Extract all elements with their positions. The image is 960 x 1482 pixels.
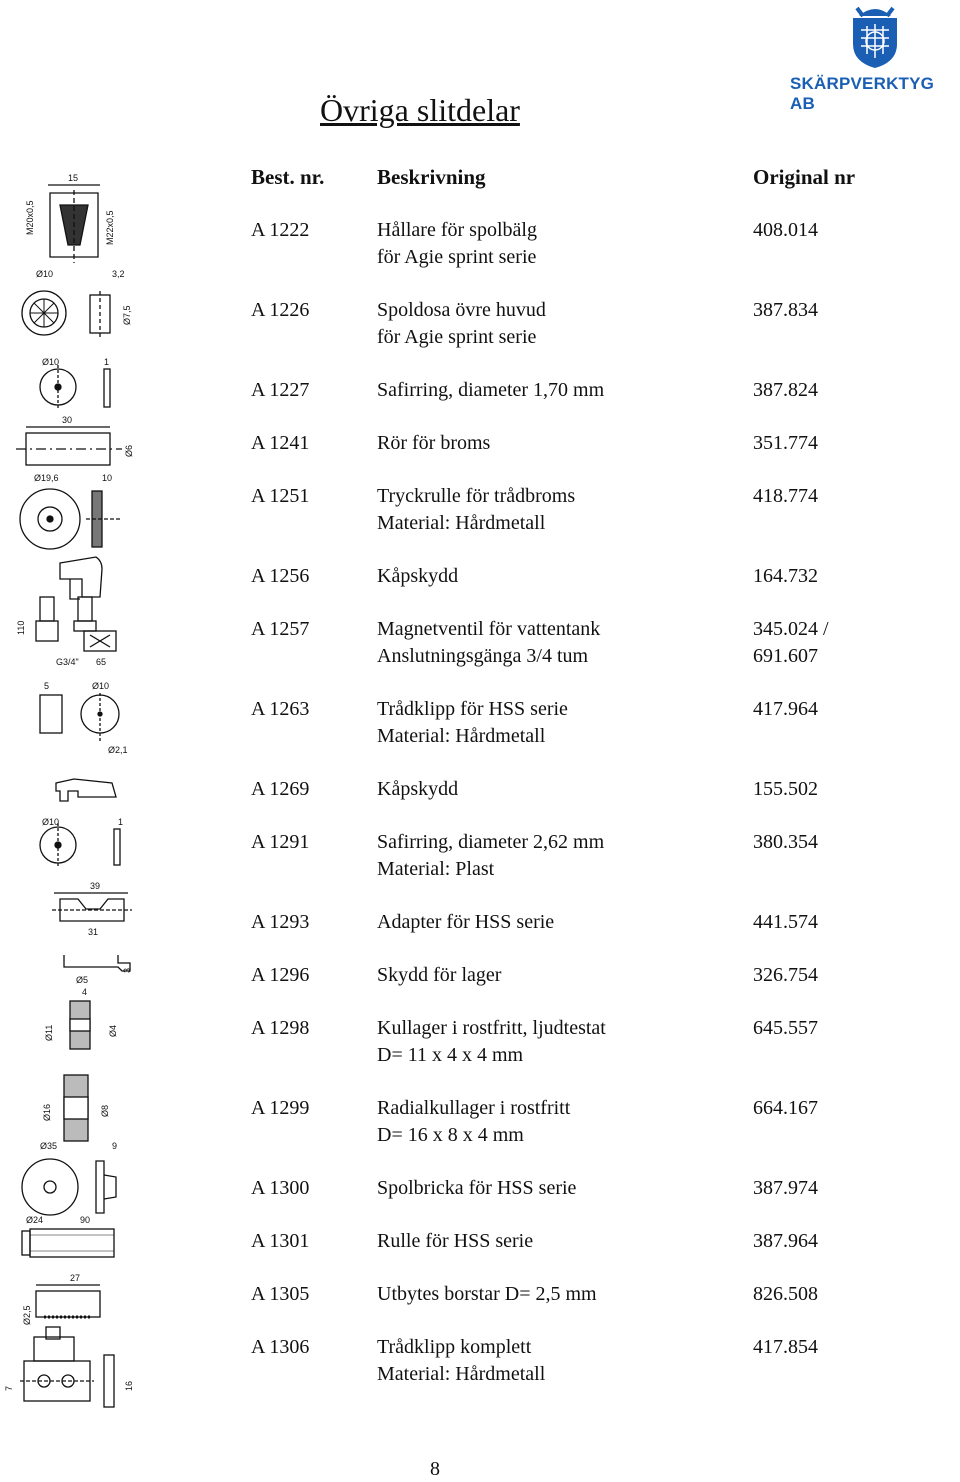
part-number: A 1263	[251, 698, 310, 720]
dimension-label: Ø10	[42, 357, 60, 367]
description-line: Magnetventil för vattentank	[377, 618, 601, 640]
part-number: A 1301	[251, 1230, 310, 1252]
original-number-line: 691.607	[753, 645, 818, 667]
dimension-label: 3	[122, 967, 132, 973]
dimension-label: Ø6	[124, 444, 134, 457]
dimension-label: 27	[70, 1273, 81, 1283]
original-number: 441.574	[753, 911, 818, 933]
drawing-a1226	[22, 291, 132, 337]
description	[377, 909, 554, 936]
drawing-a1298	[44, 987, 118, 1049]
dimension-label: 5	[44, 681, 50, 691]
description	[377, 616, 600, 670]
dimension-label: 110	[16, 620, 26, 635]
description	[377, 829, 604, 883]
description-line: Safirring, diameter 2,62 mm	[377, 831, 605, 853]
description-line: Anslutningsgänga 3/4 tum	[377, 645, 589, 667]
dimension-label: M22x0,5	[105, 210, 115, 245]
description	[377, 776, 458, 803]
dimension-label: Ø24	[26, 1215, 44, 1225]
drawing-a1263	[40, 681, 128, 755]
dimension-label: 4	[82, 987, 88, 997]
drawing-a1300	[22, 1141, 117, 1215]
description-line: Kullager i rostfritt, ljudtestat	[377, 1017, 606, 1039]
dimension-label: 10	[102, 473, 113, 483]
description	[377, 962, 501, 989]
dimension-label: Ø2,1	[108, 745, 128, 755]
drawing-a1257	[16, 597, 116, 667]
dimension-label: Ø11	[44, 1024, 54, 1041]
dimension-label: Ø35	[40, 1141, 58, 1151]
description	[377, 297, 546, 351]
description-line: Rulle för HSS serie	[377, 1230, 534, 1252]
description	[377, 1175, 576, 1202]
column-header-desc: Beskrivning	[377, 165, 486, 189]
page-title: Övriga slitdelar	[320, 92, 520, 128]
description	[377, 430, 490, 457]
original-number: 155.502	[753, 778, 818, 800]
original-number: 387.824	[753, 379, 818, 401]
dimension-label: 3,2	[112, 269, 125, 279]
description-line: Utbytes borstar D= 2,5 mm	[377, 1283, 597, 1305]
part-number: A 1257	[251, 618, 310, 640]
description	[377, 1334, 545, 1388]
description-line: Tryckrulle för trådbroms	[377, 485, 576, 507]
description-line: Rör för broms	[377, 432, 491, 454]
dimension-label: Ø8	[100, 1104, 110, 1117]
description	[377, 696, 568, 750]
description-line: Hållare för spolbälg	[377, 219, 537, 241]
original-number: 380.354	[753, 831, 818, 853]
company-logo	[790, 0, 960, 113]
description-line: Material: Plast	[377, 858, 495, 880]
drawing-a1222	[25, 173, 125, 279]
description-line: Trådklipp för HSS serie	[377, 698, 568, 720]
dimension-label: Ø10	[92, 681, 110, 691]
drawing-a1299	[42, 1075, 110, 1141]
dimension-label: 30	[62, 415, 73, 425]
original-number-line: 345.024 /	[753, 618, 829, 640]
original-number: 387.964	[753, 1230, 818, 1252]
description-line: Skydd för lager	[377, 964, 502, 986]
dimension-label: 1	[118, 817, 124, 827]
drawing-a1296	[64, 955, 132, 985]
part-number: A 1256	[251, 565, 310, 587]
part-number: A 1227	[251, 379, 310, 401]
part-number: A 1299	[251, 1097, 310, 1119]
description	[377, 1281, 597, 1308]
part-number: A 1226	[251, 299, 310, 321]
drawing-a1256	[60, 557, 102, 599]
viking-shield-icon	[845, 0, 905, 70]
column-header-nr: Best. nr.	[251, 165, 325, 189]
description-line: Kåpskydd	[377, 565, 459, 587]
description	[377, 1095, 570, 1149]
dimension-label: 39	[90, 881, 101, 891]
description-line: Kåpskydd	[377, 778, 459, 800]
original-number: 387.974	[753, 1177, 818, 1199]
drawing-a1241	[16, 415, 134, 465]
original-number: 408.014	[753, 219, 818, 241]
drawing-a1269	[56, 779, 116, 801]
drawing-a1291	[40, 817, 123, 867]
dimension-label: Ø19,6	[34, 473, 59, 483]
dimension-label: 1	[104, 357, 110, 367]
drawing-a1227	[40, 357, 110, 409]
page-number: 8	[430, 1458, 440, 1480]
description-line: Material: Hårdmetall	[377, 512, 546, 534]
original-number: 418.774	[753, 485, 818, 507]
description-line: för Agie sprint serie	[377, 326, 537, 348]
original-number: 664.167	[753, 1097, 818, 1119]
drawing-a1293	[52, 881, 132, 937]
drawing-a1301	[22, 1215, 114, 1257]
drawing-a1306	[4, 1327, 134, 1407]
technical-drawings	[0, 165, 150, 1425]
part-number: A 1293	[251, 911, 310, 933]
drawing-a1251	[20, 473, 122, 549]
original-number: 645.557	[753, 1017, 818, 1039]
description	[377, 377, 604, 404]
description	[377, 483, 575, 537]
dimension-label: Ø7,5	[122, 305, 132, 325]
description-line: Spoldosa övre huvud	[377, 299, 546, 321]
description-line: Trådklipp komplett	[377, 1336, 532, 1358]
dimension-label: M20x0,5	[25, 200, 35, 235]
column-header-orig: Original nr	[753, 165, 856, 189]
part-number: A 1291	[251, 831, 310, 853]
dimension-label: 15	[68, 173, 79, 183]
description	[377, 1015, 606, 1069]
original-number	[753, 616, 829, 670]
part-number: A 1269	[251, 778, 310, 800]
dimension-label: 90	[80, 1215, 91, 1225]
description	[377, 1228, 533, 1255]
drawing-a1305	[22, 1273, 100, 1325]
original-number: 326.754	[753, 964, 818, 986]
part-number: A 1251	[251, 485, 310, 507]
original-number: 417.964	[753, 698, 818, 720]
description-line: Radialkullager i rostfritt	[377, 1097, 571, 1119]
dimension-label: 65	[96, 657, 107, 667]
description	[377, 563, 458, 590]
part-number: A 1306	[251, 1336, 310, 1358]
part-number: A 1222	[251, 219, 310, 241]
dimension-label: 16	[124, 1380, 134, 1391]
original-number: 164.732	[753, 565, 818, 587]
dimension-label: 31	[88, 927, 99, 937]
part-number: A 1298	[251, 1017, 310, 1039]
dimension-label: 9	[112, 1141, 118, 1151]
description	[377, 217, 537, 271]
original-number: 826.508	[753, 1283, 818, 1305]
part-number: A 1305	[251, 1283, 310, 1305]
dimension-label: Ø10	[36, 269, 54, 279]
dimension-label: G3/4"	[56, 657, 79, 667]
description-line: Spolbricka för HSS serie	[377, 1177, 577, 1199]
description-line: för Agie sprint serie	[377, 246, 537, 268]
dimension-label: Ø4	[108, 1024, 118, 1037]
dimension-label: Ø16	[42, 1103, 52, 1121]
description-line: Material: Hårdmetall	[377, 1363, 546, 1385]
description-line: Safirring, diameter 1,70 mm	[377, 379, 605, 401]
part-number: A 1241	[251, 432, 310, 454]
dimension-label: 7	[4, 1385, 14, 1391]
dimension-label: Ø2,5	[22, 1305, 32, 1325]
original-number: 387.834	[753, 299, 818, 321]
part-number: A 1296	[251, 964, 310, 986]
brand-name: SKÄRPVERKTYG AB	[790, 74, 935, 113]
part-number: A 1300	[251, 1177, 310, 1199]
description-line: Adapter för HSS serie	[377, 911, 555, 933]
original-number: 351.774	[753, 432, 818, 454]
dimension-label: Ø10	[42, 817, 60, 827]
description-line: D= 16 x 8 x 4 mm	[377, 1124, 524, 1146]
original-number: 417.854	[753, 1336, 818, 1358]
description-line: D= 11 x 4 x 4 mm	[377, 1044, 524, 1066]
dimension-label: Ø5	[76, 975, 89, 985]
description-line: Material: Hårdmetall	[377, 725, 546, 747]
